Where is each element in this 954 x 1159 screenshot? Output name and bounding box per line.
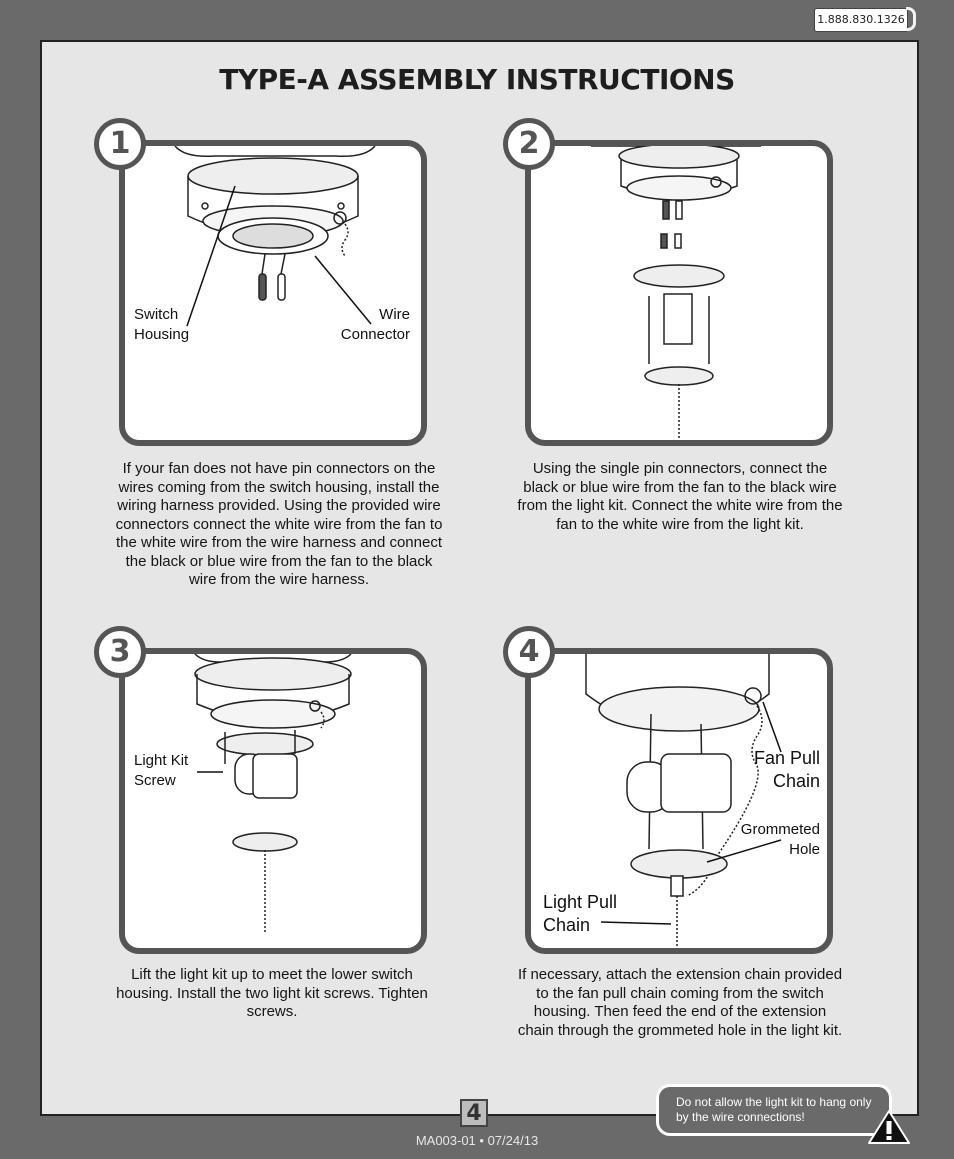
- step-1-label-line-4: Connector: [340, 326, 410, 343]
- step-4-label-fan-pull-chain: [700, 747, 820, 793]
- step-3-number: 3: [94, 626, 146, 678]
- step-1-illustration: [119, 140, 427, 446]
- step-3-label-light-kit-screw: [134, 751, 188, 791]
- warning-icon: [866, 1108, 912, 1146]
- step-4-label-light-pull-chain: [543, 891, 617, 937]
- step-4-caption: If necessary, attach the extension chain provided to the fan pull chain coming from the switch housing. Then feed the end of the extension chain through the grommeted hole in the light kit.: [517, 966, 843, 1039]
- step-1-label-switch-housing: [134, 305, 189, 345]
- warning-text: Do not allow the light kit to hang only by the wire connections!: [676, 1095, 872, 1124]
- step-1-number: 1: [94, 118, 146, 170]
- step-4-label-line-6: Chain: [543, 915, 591, 935]
- step-1-label-line-3: Wire: [379, 306, 410, 323]
- step-4-label-line-4: Hole: [789, 841, 820, 858]
- step-1-caption: If your fan does not have pin connectors on the wires coming from the switch housing, install the wiring harness provided. Using the provided wire connectors connect the white wire from the fan to the white wire from the wire harness and connect the black or blue wire from the fan to the black wire from the wire harness.: [115, 460, 443, 588]
- step-4-label-line-3: Grommeted: [740, 821, 820, 838]
- document-code: MA003-01 • 07/24/13: [415, 1133, 539, 1148]
- step-2-number: 2: [503, 118, 555, 170]
- step-4-label-line-5: Light Pull: [543, 892, 618, 912]
- step-3-caption: Lift the light kit up to meet the lower switch housing. Install the two light kit screws. Tighten screws.: [116, 966, 428, 1020]
- step-2-illustration: [525, 140, 833, 446]
- step-1-label-wire-connector: [326, 305, 410, 345]
- step-3-label-line-2: Screw: [134, 772, 176, 789]
- step-4-label-grommeted-hole: [700, 820, 820, 860]
- step-3-label-line-1: Light Kit: [134, 752, 189, 769]
- page-title: TYPE-A ASSEMBLY INSTRUCTIONS: [219, 63, 735, 96]
- step-3-illustration: [119, 648, 427, 954]
- page-number: 4: [460, 1099, 488, 1127]
- step-4-number: 4: [503, 626, 555, 678]
- phone-number: 1.888.830.1326: [814, 8, 908, 32]
- step-4-label-line-1: Fan Pull: [753, 748, 820, 768]
- step-2-caption: Using the single pin connectors, connect the black or blue wire from the fan to the black wire from the light kit. Connect the white wire from the fan to the white wire from the light kit.: [517, 460, 843, 533]
- step-1-label-line-1: Switch: [134, 306, 179, 323]
- step-1-label-line-2: Housing: [134, 326, 190, 343]
- step-4-label-line-2: Chain: [772, 771, 820, 791]
- phone-icon: [906, 7, 916, 31]
